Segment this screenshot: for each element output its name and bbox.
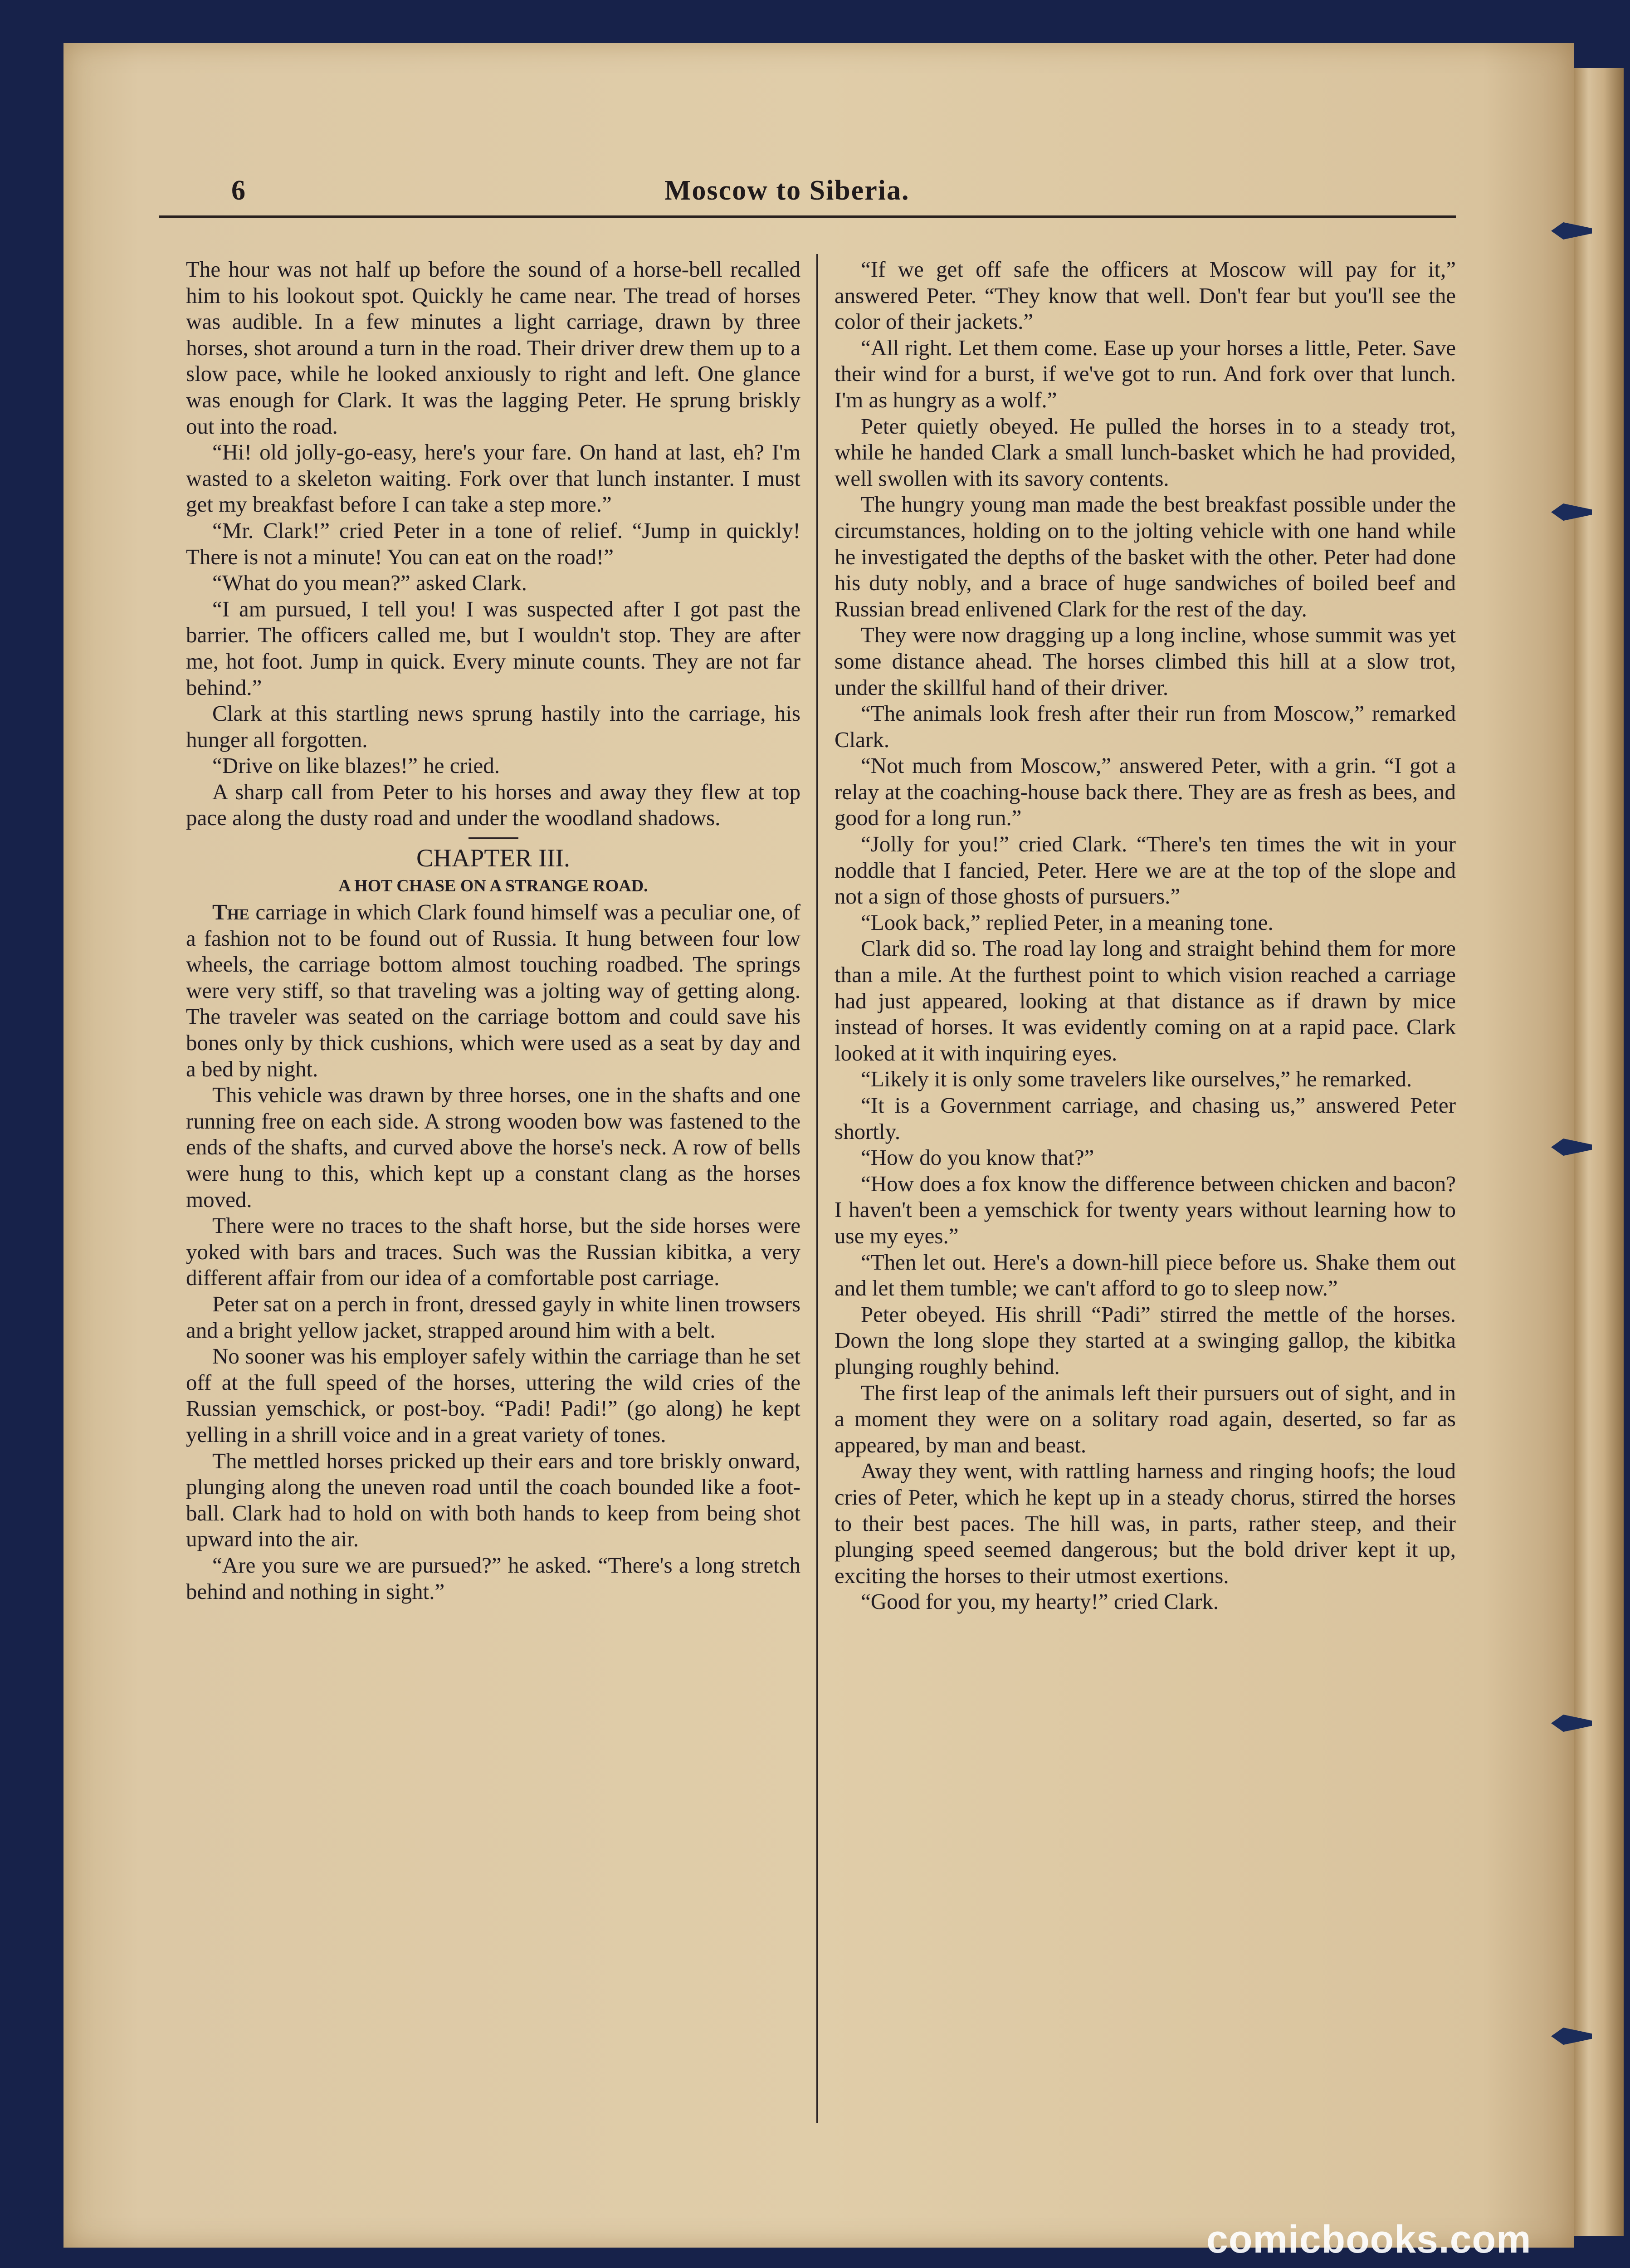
chapter-title: CHAPTER III.	[416, 844, 571, 873]
paragraph: “I am pursued, I tell you! I was suspected after I got past the barrier. The officers called me, but I wouldn't stop. They are after me, hot foot. Jump in quick. Every minute counts. They are not far behind.”	[186, 596, 800, 700]
paragraph: “How does a fox know the difference between chicken and bacon? I haven't been a yemschick for twenty years without learning how to use my eyes.”	[835, 1171, 1456, 1248]
paragraph: The mettled horses pricked up their ears and tore briskly onward, plunging along the uneven road until the coach bounded like a foot-ball. Clark had to hold on with both hands to keep from being shot upward into the air.	[186, 1448, 800, 1552]
chapter-lead-word: The	[212, 899, 249, 925]
paragraph: A sharp call from Peter to his horses and away they flew at top pace along the dusty road and under the woodland shadows.	[186, 779, 800, 831]
paragraph: There were no traces to the shaft horse, but the side horses were yoked with bars and traces. Such was the Russian kibitka, a very different affair from our idea of a comfortable post carriage.	[186, 1213, 800, 1290]
paragraph: Peter obeyed. His shrill “Padi” stirred the mettle of the horses. Down the long slope they started at a swinging gallop, the kibitka plunging roughly behind.	[835, 1301, 1456, 1379]
left-column	[186, 256, 800, 1604]
site-watermark: comicbooks.com	[1206, 2218, 1532, 2261]
paragraph: “Are you sure we are pursued?” he asked. “There's a long stretch behind and nothing in sight.”	[186, 1552, 800, 1604]
column-divider	[816, 254, 818, 2123]
paragraph: “Likely it is only some travelers like ourselves,” he remarked.	[861, 1066, 1412, 1092]
chapter-lead-text: carriage in which Clark found himself was a peculiar one, of a fashion not to be found out of Russia. It hung between four low wheels, the carriage bottom almost touching roadbed. The springs were very stiff, so that traveling was a jolting way of getting along. The traveler was seated on the carriage bottom and could save his bones only by thick cushions, which were used as a seat by day and a bed by night.	[186, 899, 800, 1081]
page-edge	[1574, 68, 1624, 2236]
chapter-opening-paragraph	[186, 899, 800, 1082]
paragraph: Clark at this startling news sprung hastily into the carriage, his hunger all forgotten.	[186, 701, 800, 752]
paragraph: “All right. Let them come. Ease up your horses a little, Peter. Save their wind for a burst, if we've got to run. And fork over that lunch. I'm as hungry as a wolf.”	[835, 335, 1456, 412]
paragraph: “Hi! old jolly-go-easy, here's your fare. On hand at last, eh? I'm wasted to a skeleton waiting. Fork over that lunch instanter. I must get my breakfast before I can take a step more.”	[186, 440, 800, 517]
paragraph: No sooner was his employer safely within the carriage than he set off at the full speed of the horses, uttering the wild cries of the Russian yemschick, or post-boy. “Padi! Padi!” (go along) he kept yelling in a shrill voice and in a great variety of tones.	[186, 1344, 800, 1447]
paragraph: Away they went, with rattling harness and ringing hoofs; the loud cries of Peter, which he kept up in a steady chorus, stirred the horses to their best paces. The hill was, in parts, rather steep, and their plunging speed seemed dangerous; but the bold driver kept it up, exciting the horses to their utmost exertions.	[835, 1458, 1456, 1588]
paragraph: They were now dragging up a long incline, whose summit was yet some distance ahead. The horses climbed this hill at a slow trot, under the skillful hand of their driver.	[835, 622, 1456, 700]
paragraph: “The animals look fresh after their run from Moscow,” remarked Clark.	[835, 701, 1456, 752]
paragraph: “Then let out. Here's a down-hill piece before us. Shake them out and let them tumble; we can't afford to go to sleep now.”	[835, 1249, 1456, 1301]
paragraph: Peter quietly obeyed. He pulled the horses in to a steady trot, while he handed Clark a small lunch-basket which he had provided, well swollen with its savory contents.	[835, 413, 1456, 491]
running-title: Moscow to Siberia.	[664, 175, 910, 206]
paragraph: “Jolly for you!” cried Clark. “There's ten times the wit in your noddle that I fancied, Peter. Here we are at the top of the slope and not a sign of those ghosts of pursuers.”	[835, 831, 1456, 909]
paragraph: “If we get off safe the officers at Moscow will pay for it,” answered Peter. “They know that well. Don't fear but you'll see the color of their jackets.”	[835, 257, 1456, 334]
paragraph: “Look back,” replied Peter, in a meaning tone.	[861, 909, 1274, 935]
paragraph: “Drive on like blazes!” he cried.	[212, 753, 500, 778]
paragraph: “Mr. Clark!” cried Peter in a tone of relief. “Jump in quickly! There is not a minute! You can eat on the road!”	[186, 518, 800, 569]
paragraph: “Good for you, my hearty!” cried Clark.	[861, 1589, 1219, 1614]
paragraph: The hungry young man made the best breakfast possible under the circumstances, holding on to the jolting vehicle with one hand while he investigated the depths of the basket with the other. Peter had done his duty nobly, and a brace of huge sandwiches of boiled beef and Russian bread enlivened Clark for the rest of the day.	[835, 492, 1456, 621]
right-column	[835, 256, 1456, 1615]
paragraph: The first leap of the animals left their pursuers out of sight, and in a moment they were on a solitary road again, deserted, so far as appeared, by man and beast.	[835, 1380, 1456, 1457]
chapter-divider	[469, 837, 518, 839]
paragraph: “Not much from Moscow,” answered Peter, with a grin. “I got a relay at the coaching-house back there. They are as fresh as bees, and good for a long run.”	[835, 753, 1456, 831]
paragraph: “What do you mean?” asked Clark.	[212, 570, 527, 596]
paragraph: The hour was not half up before the sound of a horse-bell recalled him to his lookout spot. Quickly he came near. The tread of horses was audible. In a few minutes a light carriage, drawn by three horses, shot around a turn in the road. Their driver drew them up to a slow pace, while he looked anxiously to right and left. One glance was enough for Clark. It was the lagging Peter. He sprung briskly out into the road.	[186, 257, 800, 439]
chapter-subtitle: A HOT CHASE ON A STRANGE ROAD.	[338, 876, 648, 896]
paragraph: “How do you know that?”	[861, 1145, 1094, 1170]
page-number: 6	[231, 175, 245, 206]
paragraph: Peter sat on a perch in front, dressed gayly in white linen trowsers and a bright yellow jacket, strapped around him with a belt.	[186, 1291, 800, 1343]
paragraph: “It is a Government carriage, and chasing us,” answered Peter shortly.	[835, 1093, 1456, 1144]
paragraph: This vehicle was drawn by three horses, one in the shafts and one running free on each side. A strong wooden bow was fastened to the ends of the shafts, and curved above the horse's neck. A row of bells were hung to this, which kept up a constant clang as the horses moved.	[186, 1082, 800, 1212]
page-header	[159, 175, 1456, 218]
paragraph: Clark did so. The road lay long and straight behind them for more than a mile. At the furthest point to which vision reached a carriage had just appeared, looking at that distance as if drawn by mice instead of horses. It was evidently coming on at a rapid pace. Clark looked at it with inquiring eyes.	[835, 936, 1456, 1066]
